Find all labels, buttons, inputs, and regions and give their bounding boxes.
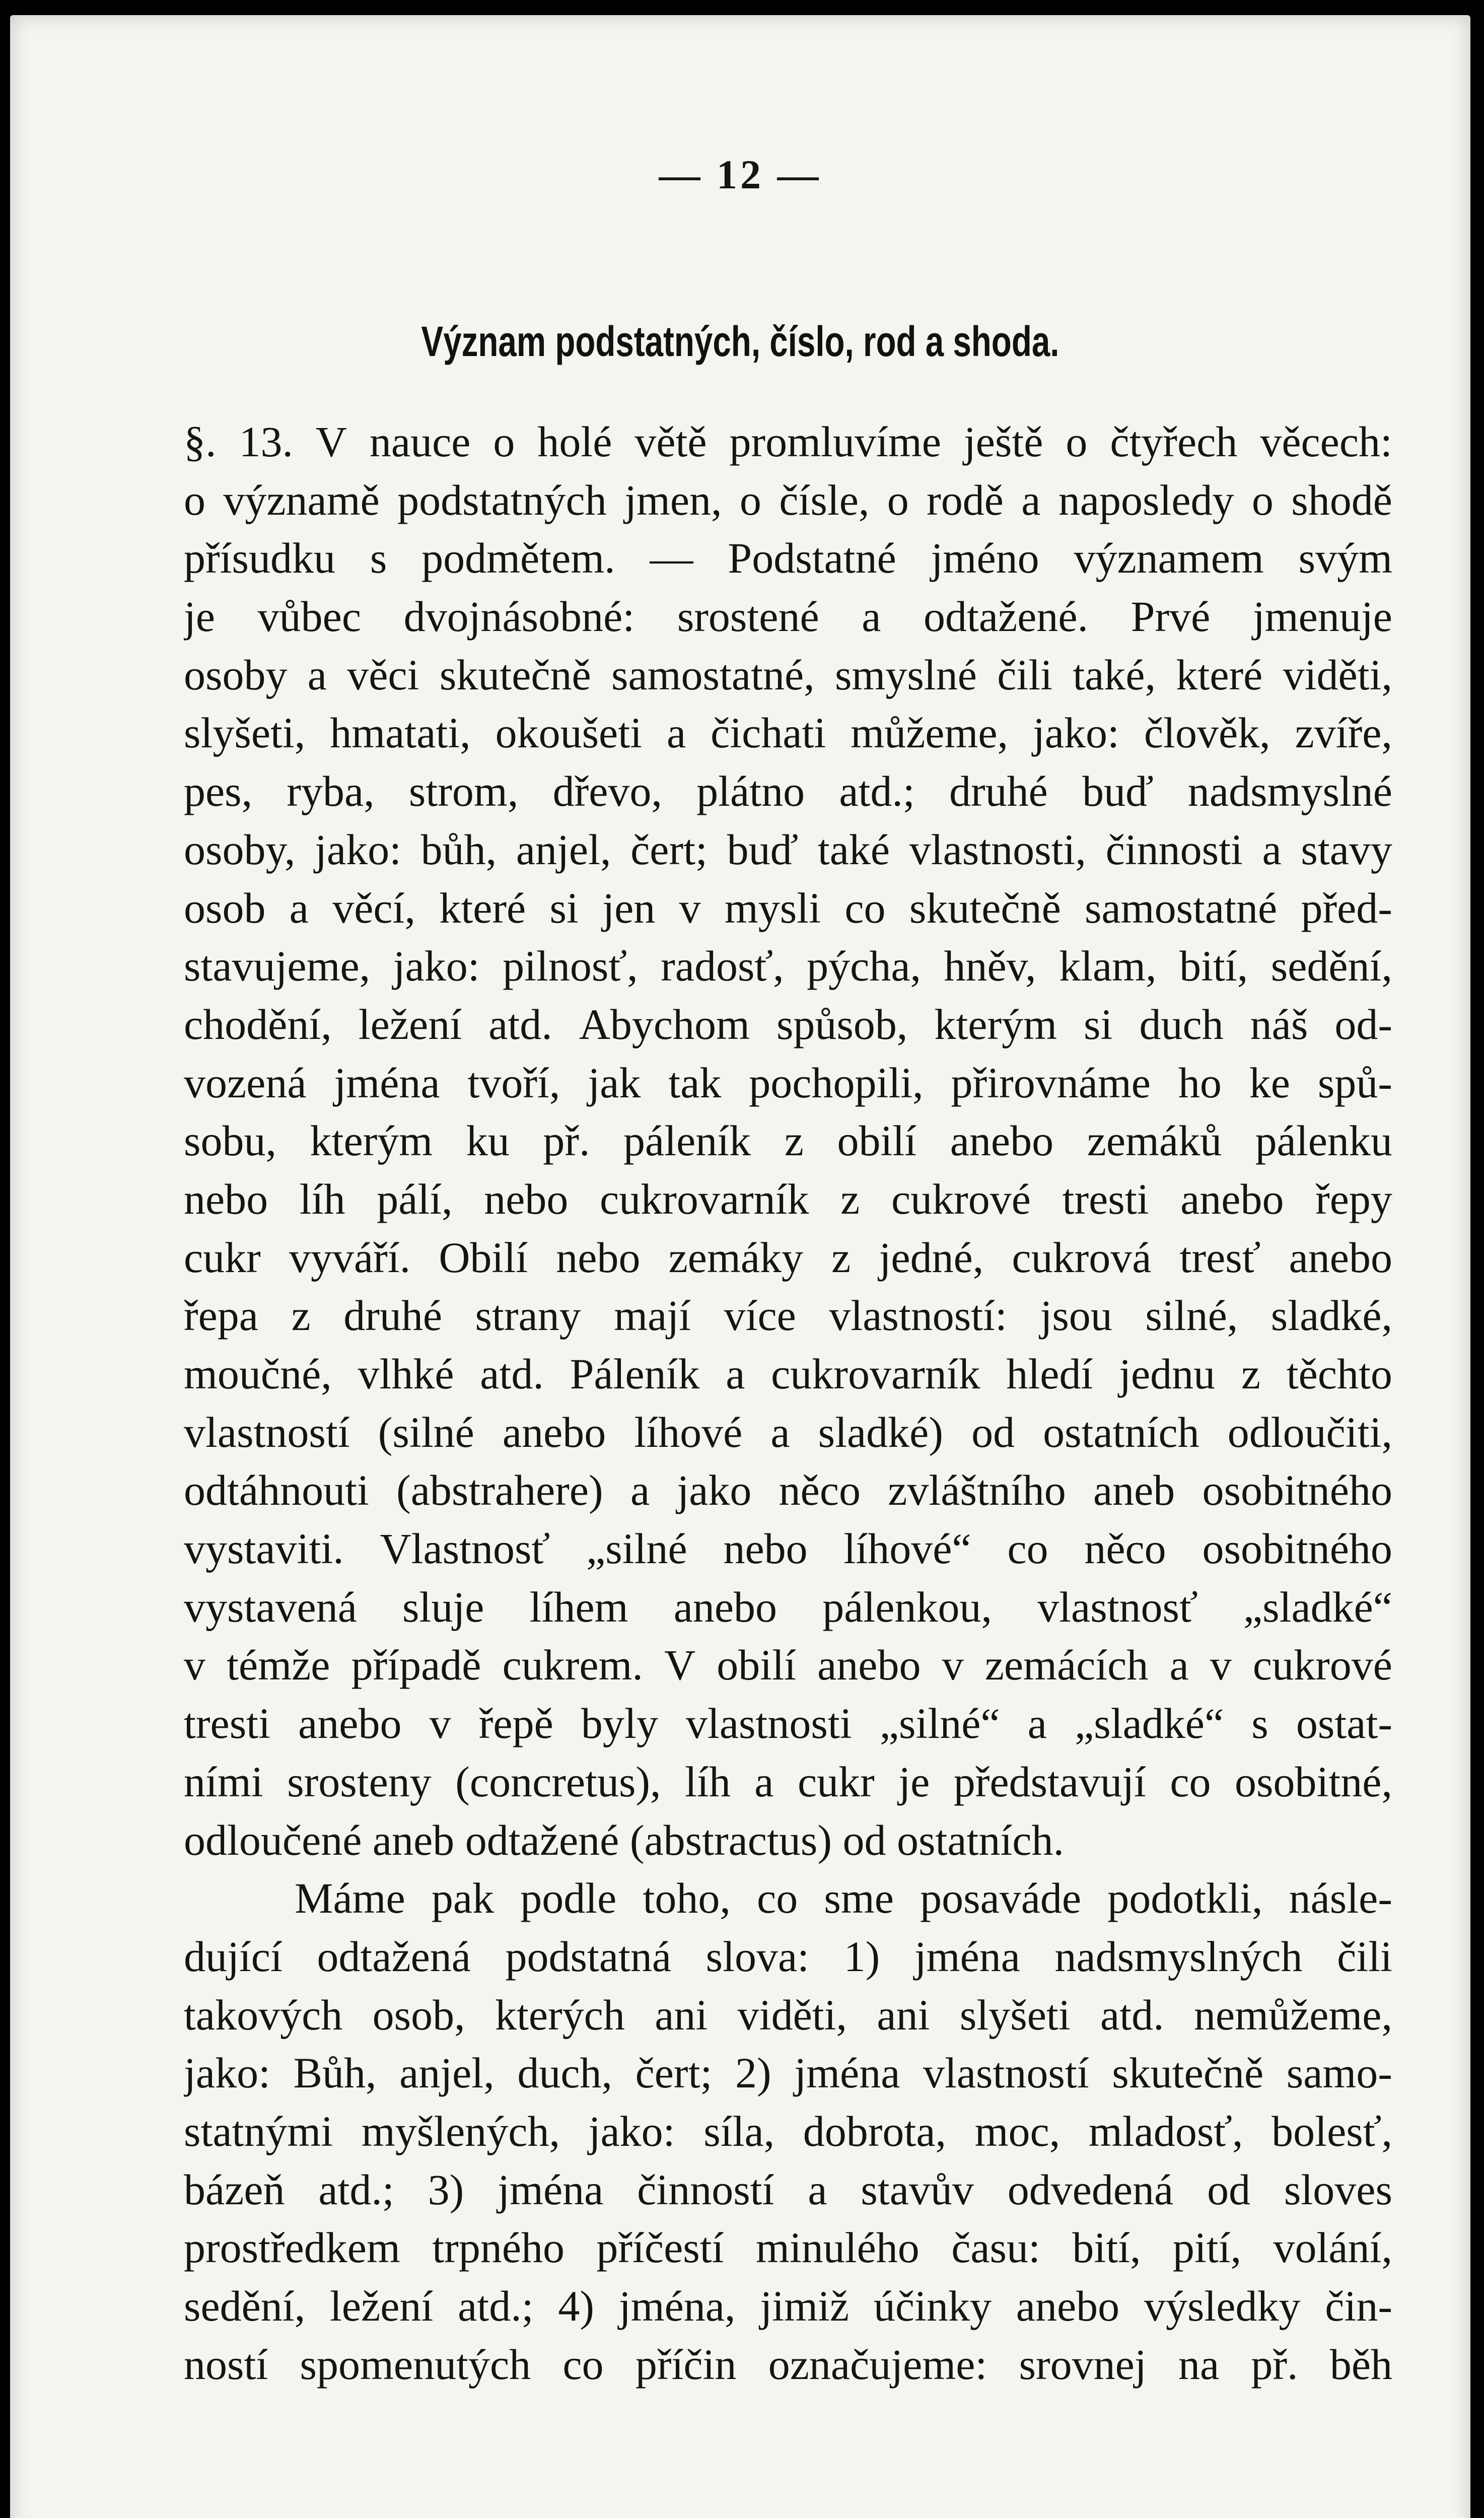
text-line: v témže případě cukrem. V obilí anebo v zemácích a v cukrové [184, 1641, 1392, 1690]
text-line: tresti anebo v řepě byly vlastnosti „silné“ a „sladké“ s ostat- [184, 1699, 1392, 1748]
text-line: prostředkem trpného příčestí minulého času: bití, pití, volání, [184, 2223, 1392, 2272]
text-line: je vůbec dvojnásobné: srostené a odtažené. Prvé jmenuje [184, 592, 1392, 641]
text-line: osoby a věci skutečně samostatné, smyslné čili také, které viděti, [184, 650, 1392, 699]
text-line: nebo líh pálí, nebo cukrovarník z cukrové tresti anebo řepy [184, 1174, 1392, 1223]
text-line: ností spomenutých co příčin označujeme: srovnej na př. běh [184, 2340, 1392, 2389]
text-line: jako: Bůh, anjel, duch, čert; 2) jména vlastností skutečně samo- [184, 2049, 1392, 2097]
text-line: sobu, kterým ku př. páleník z obilí anebo zemáků pálenku [184, 1116, 1392, 1165]
section-heading: Význam podstatných, číslo, rod a shoda. [421, 318, 1059, 365]
text-line: sedění, ležení atd.; 4) jména, jimiž účinky anebo výsledky čin- [184, 2282, 1392, 2330]
text-line: osob a věcí, které si jen v mysli co skutečně samostatné před- [184, 883, 1392, 932]
text-line: dující odtažená podstatná slova: 1) jména nadsmyslných čili [184, 1932, 1392, 1981]
book-page [10, 15, 1470, 2518]
text-line: vozená jména tvoří, jak tak pochopili, přirovnáme ho ke spů- [184, 1058, 1392, 1107]
text-line: o významě podstatných jmen, o čísle, o rodě a naposledy o shodě [184, 475, 1392, 524]
text-line: přísudku s podmětem. — Podstatné jméno významem svým [184, 534, 1392, 583]
text-line: vystaviti. Vlastnosť „silné nebo líhové“ co něco osobitného [184, 1524, 1392, 1573]
paragraph-2 [184, 1869, 1392, 2394]
paragraph-1 [184, 413, 1392, 1869]
text-line: Máme pak podle toho, co sme posaváde podotkli, násle- [295, 1874, 1392, 1923]
text-line: osoby, jako: bůh, anjel, čert; buď také vlastnosti, činnosti a stavy [184, 825, 1392, 874]
text-line: stavujeme, jako: pilnosť, radosť, pýcha, hněv, klam, bití, sedění, [184, 942, 1392, 991]
text-line: ními srosteny (concretus), líh a cukr je představují co osobitné, [184, 1757, 1392, 1806]
text-line: statnými myšlených, jako: síla, dobrota, moc, mladosť, bolesť, [184, 2107, 1392, 2155]
text-line: slyšeti, hmatati, okoušeti a čichati můžeme, jako: člověk, zvíře, [184, 709, 1392, 757]
text-line: §. 13. V nauce o holé větě promluvíme ještě o čtyřech věcech: [184, 417, 1392, 466]
text-line: bázeň atd.; 3) jména činností a stavův odvedená od sloves [184, 2165, 1392, 2214]
text-line: chodění, ležení atd. Abychom spůsob, kterým si duch náš od- [184, 1000, 1392, 1048]
text-line: takových osob, kterých ani viděti, ani slyšeti atd. nemůžeme, [184, 1990, 1392, 2039]
text-line: odtáhnouti (abstrahere) a jako něco zvláštního aneb osobitného [184, 1466, 1392, 1515]
text-line: moučné, vlhké atd. Páleník a cukrovarník hledí jednu z těchto [184, 1350, 1392, 1398]
text-line: cukr vyváří. Obilí nebo zemáky z jedné, cukrová tresť anebo [184, 1233, 1392, 1282]
text-line: vystavená sluje líhem anebo pálenkou, vlastnosť „sladké“ [184, 1582, 1392, 1631]
page-number: — 12 — [659, 152, 822, 197]
text-line: pes, ryba, strom, dřevo, plátno atd.; druhé buď nadsmyslné [184, 767, 1392, 816]
body-text [184, 413, 1392, 2394]
text-line: řepa z druhé strany mají více vlastností: jsou silné, sladké, [184, 1291, 1392, 1340]
text-line: vlastností (silné anebo líhové a sladké) od ostatních odloučiti, [184, 1408, 1392, 1456]
text-line: odloučené aneb odtažené (abstractus) od ostatních. [184, 1815, 1064, 1864]
